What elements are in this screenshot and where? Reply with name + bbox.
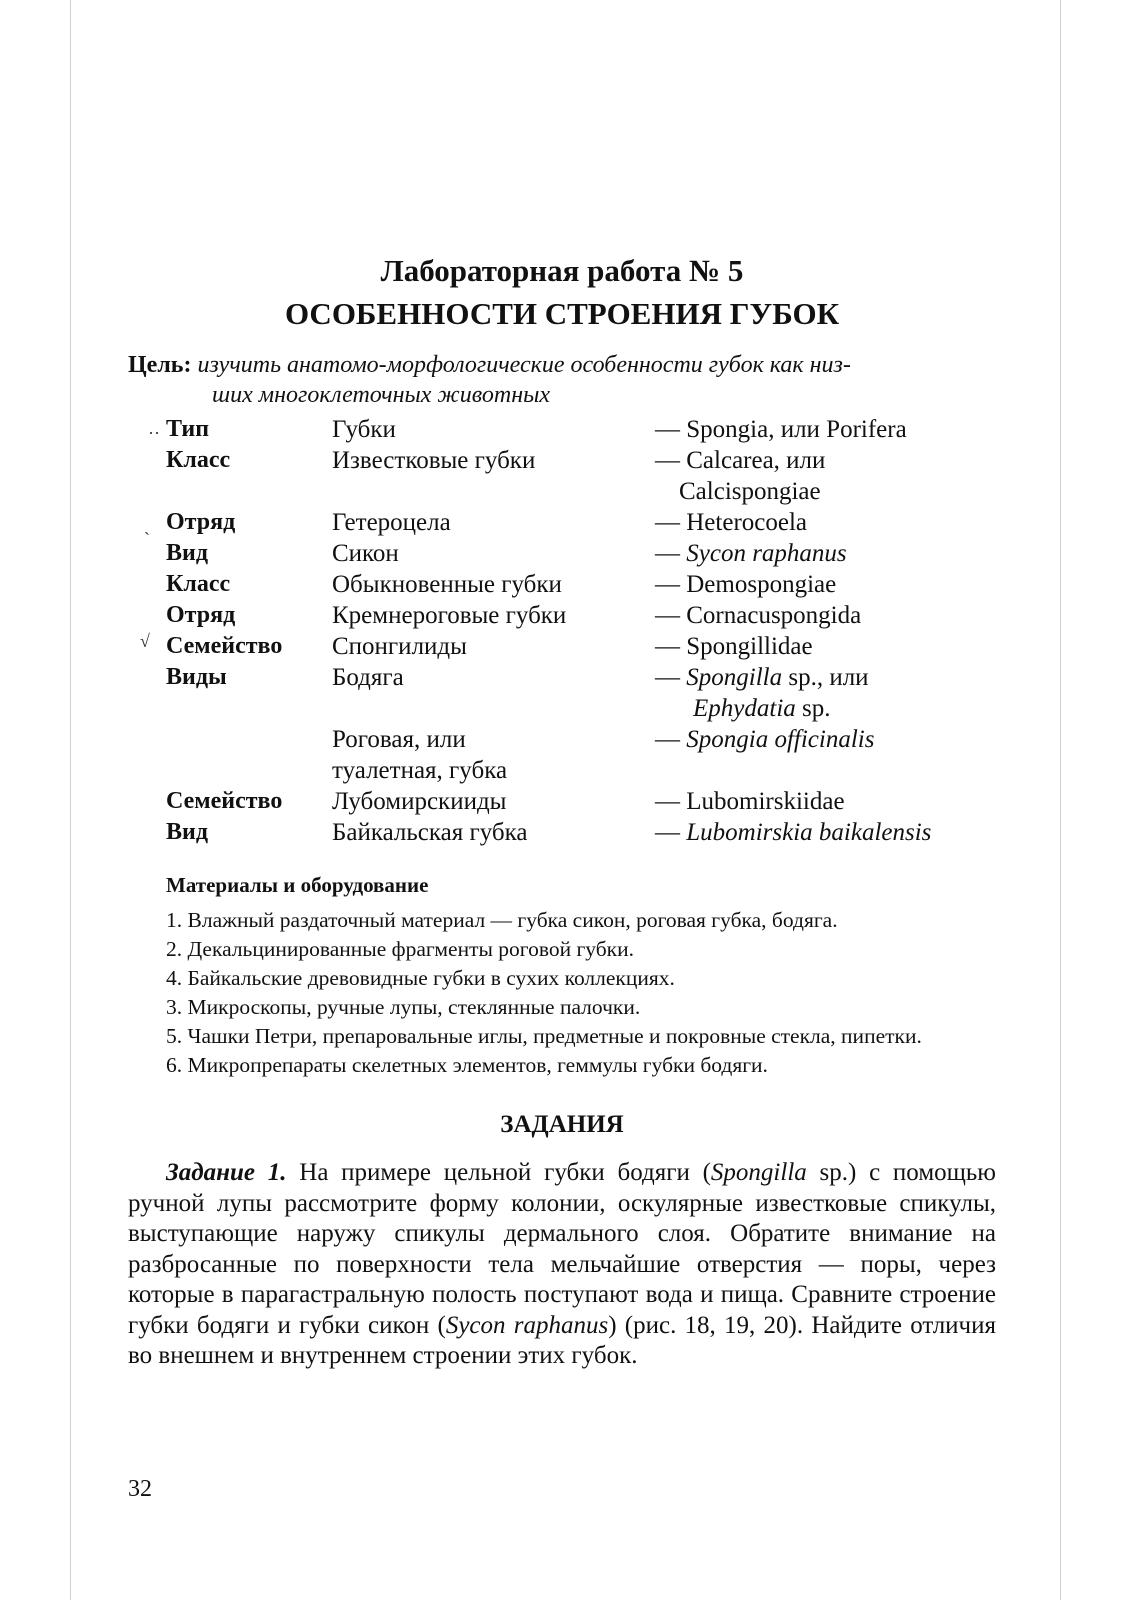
task-text: sp.) с помощью ручной лупы рассмотрите форму колонии, оскулярные известковые спикулы, выступающие наружу спикулы дермального слоя. Обратите внимание на разбросанные по поверхности тела мельчайшие отверстия — поры, через которые в парагастральную полость поступают вода и пища. Сравните строение губки бодяги и губки сикон ( xyxy=(128,1159,996,1339)
page-edge-left xyxy=(70,0,71,1600)
latin-italic: Sycon raphanus xyxy=(686,540,847,567)
latin-italic: Spongilla xyxy=(686,664,783,691)
latin-name: — Cornacuspongida xyxy=(655,602,862,629)
taxonomy-row xyxy=(128,445,996,507)
russian-name: Спонгилиды xyxy=(332,633,467,660)
list-item: 5. Чашки Петри, препаровальные иглы, предметные и покровные стекла, пипетки. xyxy=(166,1024,922,1048)
taxonomy-row xyxy=(128,724,996,786)
russian-name: Бодяга xyxy=(332,664,404,691)
task-label: Задание 1. xyxy=(166,1159,287,1186)
latin-name: — Heterocoela xyxy=(655,509,808,536)
russian-name xyxy=(332,724,642,786)
tasks-heading: ЗАДАНИЯ xyxy=(500,1111,624,1138)
document-page xyxy=(128,250,996,1372)
taxonomy-row xyxy=(128,414,996,445)
russian-name: Лубомирскииды xyxy=(332,788,507,815)
pencil-mark: ˎ xyxy=(144,515,150,535)
russian-name: Гетероцела xyxy=(332,509,451,536)
goal-label: Цель: xyxy=(128,352,192,378)
taxonomy-row xyxy=(128,631,996,662)
dash: — xyxy=(655,540,687,567)
list-item: 4. Байкальские древовидные губки в сухих коллекциях. xyxy=(166,966,675,990)
list-item: 2. Декальцинированные фрагменты роговой губки. xyxy=(166,937,635,961)
goal-text-2: ших многоклеточных животных xyxy=(212,382,551,408)
russian-name: Губки xyxy=(332,416,396,443)
rank: Отряд xyxy=(166,509,236,535)
latin-name: — Demospongiae xyxy=(655,571,837,598)
taxonomy-row xyxy=(128,507,996,538)
dash: — xyxy=(655,726,687,753)
latin-suffix: sp. xyxy=(795,695,831,722)
rank: Виды xyxy=(166,664,227,690)
latin-name xyxy=(655,724,1015,755)
latin-italic: Lubomirskia baikalensis xyxy=(686,819,932,846)
rank: Тип xyxy=(166,416,210,442)
materials-list xyxy=(128,906,996,1080)
task-italic: Spongilla xyxy=(710,1159,807,1186)
russian-name: Кремнероговые губки xyxy=(332,602,567,629)
taxonomy-row xyxy=(128,569,996,600)
taxonomy-row xyxy=(128,600,996,631)
russian-line-1: Роговая, или xyxy=(332,726,466,753)
latin-name: — Lubomirskiidae xyxy=(655,788,845,815)
page-edge-right xyxy=(1060,0,1061,1600)
latin-suffix: sp., или xyxy=(782,664,869,691)
rank: Вид xyxy=(166,540,208,566)
goal-text-1: изучить анатомо-морфологические особенности губок как низ- xyxy=(197,352,851,378)
russian-name: Сикон xyxy=(332,540,399,567)
taxonomy-row xyxy=(128,662,996,724)
pencil-mark: √ xyxy=(140,631,150,651)
materials-heading: Материалы и оборудование xyxy=(166,873,429,897)
rank: Класс xyxy=(166,571,231,597)
rank: Класс xyxy=(166,447,231,473)
dash: — xyxy=(655,819,687,846)
rank: Вид xyxy=(166,819,208,845)
list-item: 3. Микроскопы, ручные лупы, стеклянные палочки. xyxy=(166,995,641,1019)
goal-line-1 xyxy=(128,350,996,380)
russian-name: Байкальская губка xyxy=(332,819,528,846)
page-number: 32 xyxy=(128,1476,152,1502)
taxonomy-row xyxy=(128,538,996,569)
dash: — xyxy=(655,664,687,691)
rank: Семейство xyxy=(166,788,283,814)
rank: Отряд xyxy=(166,602,236,628)
pencil-mark: ·· xyxy=(148,423,160,443)
list-item: 1. Влажный раздаточный материал — губка сикон, роговая губка, бодяга. xyxy=(166,908,838,932)
latin-name xyxy=(655,538,1015,569)
latin-line-2: Calcispongiae xyxy=(679,478,821,505)
russian-name: Известковые губки xyxy=(332,447,536,474)
rank: Семейство xyxy=(166,633,283,659)
task-italic: Sycon raphanus xyxy=(445,1311,609,1339)
latin-name xyxy=(655,817,1015,848)
list-item: 6. Микропрепараты скелетных элементов, геммулы губки бодяги. xyxy=(166,1053,768,1077)
taxonomy-table xyxy=(128,414,996,848)
latin-italic: Spongia officinalis xyxy=(686,726,875,753)
lab-title: Лабораторная работа № 5 xyxy=(380,253,744,288)
latin-name xyxy=(655,445,1015,507)
taxonomy-row xyxy=(128,817,996,848)
latin-italic: Ephydatia xyxy=(693,695,796,722)
latin-name: — Spongillidae xyxy=(655,633,813,660)
task-1-paragraph xyxy=(128,1158,996,1372)
russian-name: Обыкновенные губки xyxy=(332,571,562,598)
latin-name xyxy=(655,662,1015,724)
latin-name: — Spongia, или Porifera xyxy=(655,416,907,443)
task-text: ) (рис. 18, 19, 20). Найдите отличия во внешнем и внутреннем строении этих губок. xyxy=(128,1311,996,1369)
latin-line-1: — Calcarea, или xyxy=(655,447,826,474)
taxonomy-row xyxy=(128,786,996,817)
russian-line-2: туалетная, губка xyxy=(332,757,508,784)
task-text: На примере цельной губки бодяги ( xyxy=(286,1159,711,1186)
main-title: ОСОБЕННОСТИ СТРОЕНИЯ ГУБОК xyxy=(284,296,840,331)
